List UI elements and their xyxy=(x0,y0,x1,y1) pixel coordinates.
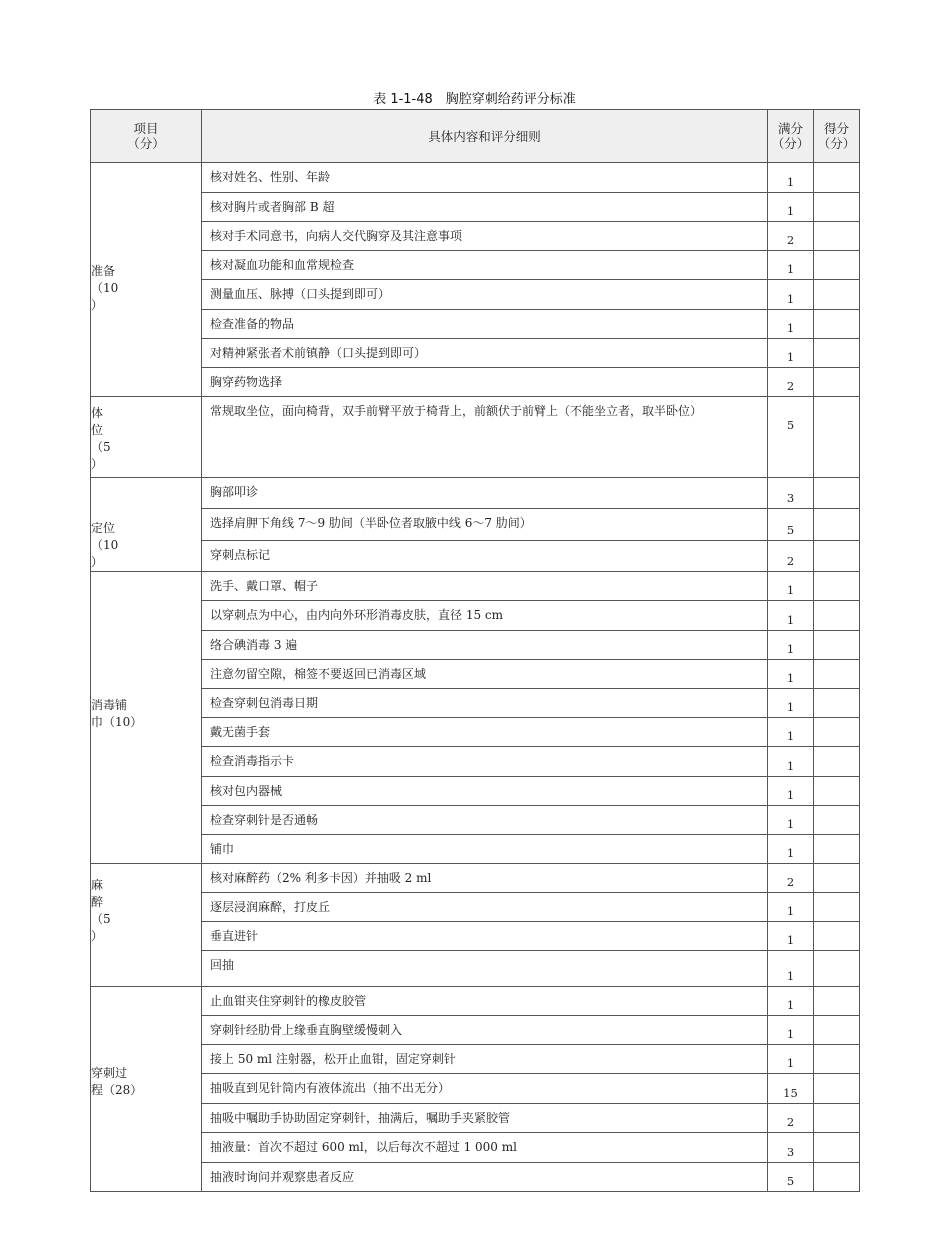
full-score-value: 2 xyxy=(768,368,814,397)
section-label: 消毒铺 巾（10） xyxy=(91,698,143,729)
table-row xyxy=(91,1104,860,1133)
got-score-cell[interactable] xyxy=(814,310,860,339)
criterion-text: 常规取坐位，面向椅背，双手前臂平放于椅背上，前额伏于前臂上（不能坐立者，取半卧位） xyxy=(202,397,768,478)
got-score-cell[interactable] xyxy=(814,631,860,660)
table-row xyxy=(91,806,860,835)
table-row xyxy=(91,777,860,806)
criterion-text: 洗手、戴口罩、帽子 xyxy=(202,572,768,601)
full-score-value: 5 xyxy=(768,508,814,540)
full-score-value: 1 xyxy=(768,660,814,689)
section-label-cell xyxy=(91,397,202,478)
criterion-text: 注意勿留空隙，棉签不要返回已消毒区域 xyxy=(202,660,768,689)
table-row xyxy=(91,1016,860,1045)
table-row xyxy=(91,280,860,310)
table-row xyxy=(91,193,860,222)
full-score-value: 5 xyxy=(768,1163,814,1192)
criterion-text: 核对麻醉药（2% 利多卡因）并抽吸 2 ml xyxy=(202,864,768,893)
table-row xyxy=(91,864,860,893)
got-score-cell[interactable] xyxy=(814,777,860,806)
got-score-cell[interactable] xyxy=(814,508,860,540)
table-row xyxy=(91,922,860,951)
criterion-text: 选择肩胛下角线 7～9 肋间（半卧位者取腋中线 6～7 肋间） xyxy=(202,508,768,540)
criterion-text: 核对姓名、性别、年龄 xyxy=(202,163,768,193)
full-score-value: 1 xyxy=(768,1045,814,1074)
got-score-cell[interactable] xyxy=(814,835,860,864)
criterion-text: 穿刺针经肋骨上缘垂直胸壁缓慢刺入 xyxy=(202,1016,768,1045)
table-row xyxy=(91,689,860,718)
criterion-text: 核对包内器械 xyxy=(202,777,768,806)
table-row xyxy=(91,251,860,280)
scoring-table xyxy=(90,109,860,1192)
got-score-cell[interactable] xyxy=(814,1074,860,1104)
criterion-text: 络合碘消毒 3 遍 xyxy=(202,631,768,660)
criterion-text: 回抽 xyxy=(202,951,768,987)
full-score-value: 1 xyxy=(768,1016,814,1045)
header-content: 具体内容和评分细则 xyxy=(202,110,768,163)
got-score-cell[interactable] xyxy=(814,747,860,777)
table-row xyxy=(91,163,860,193)
criterion-text: 核对凝血功能和血常规检查 xyxy=(202,251,768,280)
full-score-value: 2 xyxy=(768,222,814,251)
table-row xyxy=(91,368,860,397)
got-score-cell[interactable] xyxy=(814,541,860,572)
table-row xyxy=(91,478,860,509)
full-score-value: 1 xyxy=(768,251,814,280)
table-row xyxy=(91,987,860,1016)
full-score-value: 1 xyxy=(768,310,814,339)
got-score-cell[interactable] xyxy=(814,806,860,835)
section-label: 定位 （10 ） xyxy=(91,521,119,569)
full-score-value: 2 xyxy=(768,1104,814,1133)
got-score-cell[interactable] xyxy=(814,280,860,310)
full-score-value: 3 xyxy=(768,478,814,509)
criterion-text: 抽液量：首次不超过 600 ml，以后每次不超过 1 000 ml xyxy=(202,1133,768,1163)
criterion-text: 抽液时询问并观察患者反应 xyxy=(202,1163,768,1192)
criterion-text: 胸穿药物选择 xyxy=(202,368,768,397)
table-row xyxy=(91,631,860,660)
criterion-text: 逐层浸润麻醉，打皮丘 xyxy=(202,893,768,922)
full-score-value: 5 xyxy=(768,397,814,478)
table-row xyxy=(91,660,860,689)
full-score-value: 1 xyxy=(768,631,814,660)
table-row xyxy=(91,601,860,631)
criterion-text: 铺巾 xyxy=(202,835,768,864)
section-label-cell xyxy=(91,987,202,1192)
got-score-cell[interactable] xyxy=(814,222,860,251)
table-row xyxy=(91,572,860,601)
table-row xyxy=(91,718,860,747)
full-score-value: 1 xyxy=(768,193,814,222)
got-score-cell[interactable] xyxy=(814,251,860,280)
criterion-text: 戴无菌手套 xyxy=(202,718,768,747)
criterion-text: 检查准备的物品 xyxy=(202,310,768,339)
got-score-cell[interactable] xyxy=(814,718,860,747)
criterion-text: 垂直进针 xyxy=(202,922,768,951)
header-item: 项目 （分） xyxy=(91,110,202,163)
got-score-cell[interactable] xyxy=(814,193,860,222)
section-label-cell xyxy=(91,572,202,864)
full-score-value: 1 xyxy=(768,922,814,951)
got-score-cell[interactable] xyxy=(814,1016,860,1045)
criterion-text: 穿刺点标记 xyxy=(202,541,768,572)
table-body xyxy=(91,163,860,1192)
got-score-cell[interactable] xyxy=(814,397,860,478)
section-label: 体 位 （5 ） xyxy=(91,406,111,471)
criterion-text: 检查消毒指示卡 xyxy=(202,747,768,777)
header-full-score: 满分 （分） xyxy=(768,110,814,163)
criterion-text: 以穿刺点为中心，由内向外环形消毒皮肤，直径 15 cm xyxy=(202,601,768,631)
got-score-cell[interactable] xyxy=(814,601,860,631)
table-row xyxy=(91,893,860,922)
full-score-value: 1 xyxy=(768,951,814,987)
table-row xyxy=(91,310,860,339)
table-row xyxy=(91,1133,860,1163)
full-score-value: 1 xyxy=(768,572,814,601)
full-score-value: 1 xyxy=(768,339,814,368)
section-label: 麻 醉 （5 ） xyxy=(91,878,111,943)
got-score-cell[interactable] xyxy=(814,1163,860,1192)
full-score-value: 3 xyxy=(768,1133,814,1163)
full-score-value: 1 xyxy=(768,601,814,631)
criterion-text: 检查穿刺包消毒日期 xyxy=(202,689,768,718)
got-score-cell[interactable] xyxy=(814,572,860,601)
table-row xyxy=(91,339,860,368)
table-row xyxy=(91,508,860,540)
criterion-text: 抽吸直到见针筒内有液体流出（抽不出无分） xyxy=(202,1074,768,1104)
got-score-cell[interactable] xyxy=(814,478,860,509)
table-row xyxy=(91,397,860,478)
criterion-text: 抽吸中嘱助手协助固定穿刺针，抽满后，嘱助手夹紧胶管 xyxy=(202,1104,768,1133)
full-score-value: 1 xyxy=(768,835,814,864)
criterion-text: 胸部叩诊 xyxy=(202,478,768,509)
full-score-value: 1 xyxy=(768,893,814,922)
criterion-text: 止血钳夹住穿刺针的橡皮胶管 xyxy=(202,987,768,1016)
header-got-score: 得分 （分） xyxy=(814,110,860,163)
criterion-text: 核对手术同意书，向病人交代胸穿及其注意事项 xyxy=(202,222,768,251)
got-score-cell[interactable] xyxy=(814,1045,860,1074)
criterion-text: 对精神紧张者术前镇静（口头提到即可） xyxy=(202,339,768,368)
table-row xyxy=(91,835,860,864)
got-score-cell[interactable] xyxy=(814,893,860,922)
got-score-cell[interactable] xyxy=(814,689,860,718)
got-score-cell[interactable] xyxy=(814,163,860,193)
table-caption: 表 1-1-48 胸腔穿刺给药评分标准 xyxy=(373,92,576,107)
table-row xyxy=(91,1074,860,1104)
table-row xyxy=(91,951,860,987)
full-score-value: 2 xyxy=(768,541,814,572)
table-row xyxy=(91,541,860,572)
full-score-value: 1 xyxy=(768,280,814,310)
got-score-cell[interactable] xyxy=(814,368,860,397)
table-row xyxy=(91,747,860,777)
table-row xyxy=(91,222,860,251)
table-row xyxy=(91,1045,860,1074)
section-label-cell xyxy=(91,478,202,572)
full-score-value: 15 xyxy=(768,1074,814,1104)
table-row xyxy=(91,1163,860,1192)
criterion-text: 接上 50 ml 注射器，松开止血钳，固定穿刺针 xyxy=(202,1045,768,1074)
full-score-value: 1 xyxy=(768,689,814,718)
criterion-text: 核对胸片或者胸部 B 超 xyxy=(202,193,768,222)
criterion-text: 检查穿刺针是否通畅 xyxy=(202,806,768,835)
got-score-cell[interactable] xyxy=(814,987,860,1016)
full-score-value: 1 xyxy=(768,987,814,1016)
section-label-cell xyxy=(91,163,202,397)
got-score-cell[interactable] xyxy=(814,660,860,689)
full-score-value: 2 xyxy=(768,864,814,893)
full-score-value: 1 xyxy=(768,163,814,193)
full-score-value: 1 xyxy=(768,747,814,777)
criterion-text: 测量血压、脉搏（口头提到即可） xyxy=(202,280,768,310)
got-score-cell[interactable] xyxy=(814,951,860,987)
section-label: 穿刺过 程（28） xyxy=(91,1066,143,1097)
full-score-value: 1 xyxy=(768,806,814,835)
section-label-cell xyxy=(91,864,202,987)
full-score-value: 1 xyxy=(768,777,814,806)
got-score-cell[interactable] xyxy=(814,922,860,951)
got-score-cell[interactable] xyxy=(814,1104,860,1133)
got-score-cell[interactable] xyxy=(814,864,860,893)
got-score-cell[interactable] xyxy=(814,1133,860,1163)
full-score-value: 1 xyxy=(768,718,814,747)
section-label: 准备 （10 ） xyxy=(91,264,119,312)
header-row xyxy=(91,110,860,163)
got-score-cell[interactable] xyxy=(814,339,860,368)
